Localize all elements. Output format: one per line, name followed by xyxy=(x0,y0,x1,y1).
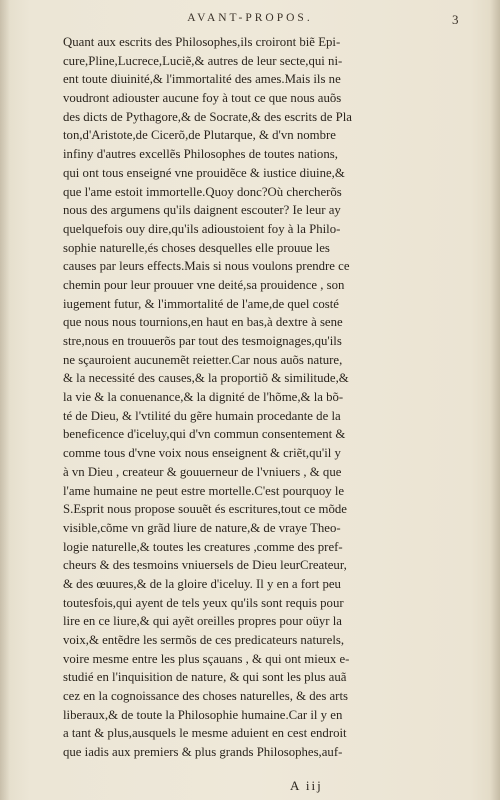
text-line: beneficence d'iceluy,qui d'vn commun consentement & xyxy=(63,427,346,442)
text-line: lire en ce liure,& qui ayẽt oreilles propres pour oüyr la xyxy=(63,614,342,629)
text-line: à vn Dieu , createur & gouuerneur de l'vniuers , & que xyxy=(63,464,342,479)
text-line: que l'ame estoit immortelle.Quoy donc?Où chercherõs xyxy=(63,184,342,199)
running-title: AVANT-PROPOS. xyxy=(187,12,313,24)
text-line: liberaux,& de toute la Philosophie humaine.Car il y en xyxy=(63,707,343,722)
text-line: stre,nous en trouuerõs par tout des tesmoignages,qu'ils xyxy=(63,334,342,348)
text-line: comme tous d'vne voix nous enseignent & criẽt,qu'il y xyxy=(63,446,341,461)
text-line: cheurs & des tesmoins vniuersels de Dieu leurCreateur, xyxy=(63,558,347,573)
text-line: visible,cõme vn grãd liure de nature,& de vraye Theo- xyxy=(63,520,341,535)
text-line: voix,& entẽdre les sermõs de ces predicateurs naturels, xyxy=(63,633,345,647)
text-line: sophie naturelle,és choses desquelles elle prouue les xyxy=(63,240,330,255)
text-line: Quant aux escrits des Philosophes,ils croiront biẽ Epi- xyxy=(63,35,341,49)
text-line: cez en la cognoissance des choses naturelles, & des arts xyxy=(63,689,348,704)
text-line: & la necessité des causes,& la proportiõ & similitude,& xyxy=(63,371,349,386)
text-line: S.Esprit nous propose souuẽt és escritures,tout ce mõde xyxy=(63,502,347,517)
text-line: que nous nous tournions,en haut en bas,à dextre à sene xyxy=(63,315,343,330)
page-number: 3 xyxy=(452,12,459,27)
text-line: voudront adiouster aucune foy à tout ce que nous auõs xyxy=(63,91,342,106)
text-line: causes par leurs effects.Mais si nous voulons prendre ce xyxy=(63,259,350,274)
text-line: cure,Pline,Lucrece,Luciẽ,& autres de leur secte,qui ni- xyxy=(63,53,343,68)
text-line: des dicts de Pythagore,& de Socrate,& des escrits de Pla xyxy=(63,109,352,124)
text-line: logie naturelle,& toutes les creatures ,comme des pref- xyxy=(63,539,343,554)
body-text xyxy=(63,33,439,762)
text-line: que iadis aux premiers & plus grands Philosophes,auf- xyxy=(63,745,343,760)
text-line: qui ont tous enseigné vne prouidẽce & iustice diuine,& xyxy=(63,165,345,180)
text-line: quelquefois ouy dire,qu'ils adioustoient foy à la Philo- xyxy=(63,221,341,236)
text-line: ent toute diuinité,& l'immortalité des ames.Mais ils ne xyxy=(63,72,341,87)
text-line: toutesfois,qui ayent de tels yeux qu'ils sont requis pour xyxy=(63,595,344,610)
text-line: la vie & la conuenance,& la dignité de l'hõme,& la bõ- xyxy=(63,390,344,405)
text-line: nous des argumens qu'ils daignent escouter? Ie leur ay xyxy=(63,203,341,218)
page-edge-right xyxy=(490,0,500,800)
text-line: a tant & plus,ausquels le mesme aduient en cest endroit xyxy=(63,726,347,741)
text-line: ton,d'Aristote,de Cicerõ,de Plutarque, & d'vn nombre xyxy=(63,128,336,143)
text-line: ne sçauroient aucunemẽt reietter.Car nous auõs nature, xyxy=(63,352,343,367)
text-line: l'ame humaine ne peut estre mortelle.C'est pourquoy le xyxy=(63,483,345,498)
text-line: infiny d'autres excellẽs Philosophes de toutes nations, xyxy=(63,147,338,162)
text-line: studié en l'inquisition de nature, & qui sont les plus auã xyxy=(63,670,347,685)
signature-mark: A iij xyxy=(290,778,323,793)
text-line: chemin pour leur prouuer vne deité,sa prouidence , son xyxy=(63,277,345,292)
text-line: té de Dieu, & l'vtilité du gẽre humain procedante de la xyxy=(63,408,341,423)
page-edge-left xyxy=(0,0,10,800)
text-line: iugement futur, & l'immortalité de l'ame,de quel costé xyxy=(63,296,339,311)
text-line: & des œuures,& de la gloire d'iceluy. Il y en a fort peu xyxy=(63,576,341,591)
text-line: voire mesme entre les plus sçauans , & qui ont mieux e- xyxy=(63,651,350,666)
